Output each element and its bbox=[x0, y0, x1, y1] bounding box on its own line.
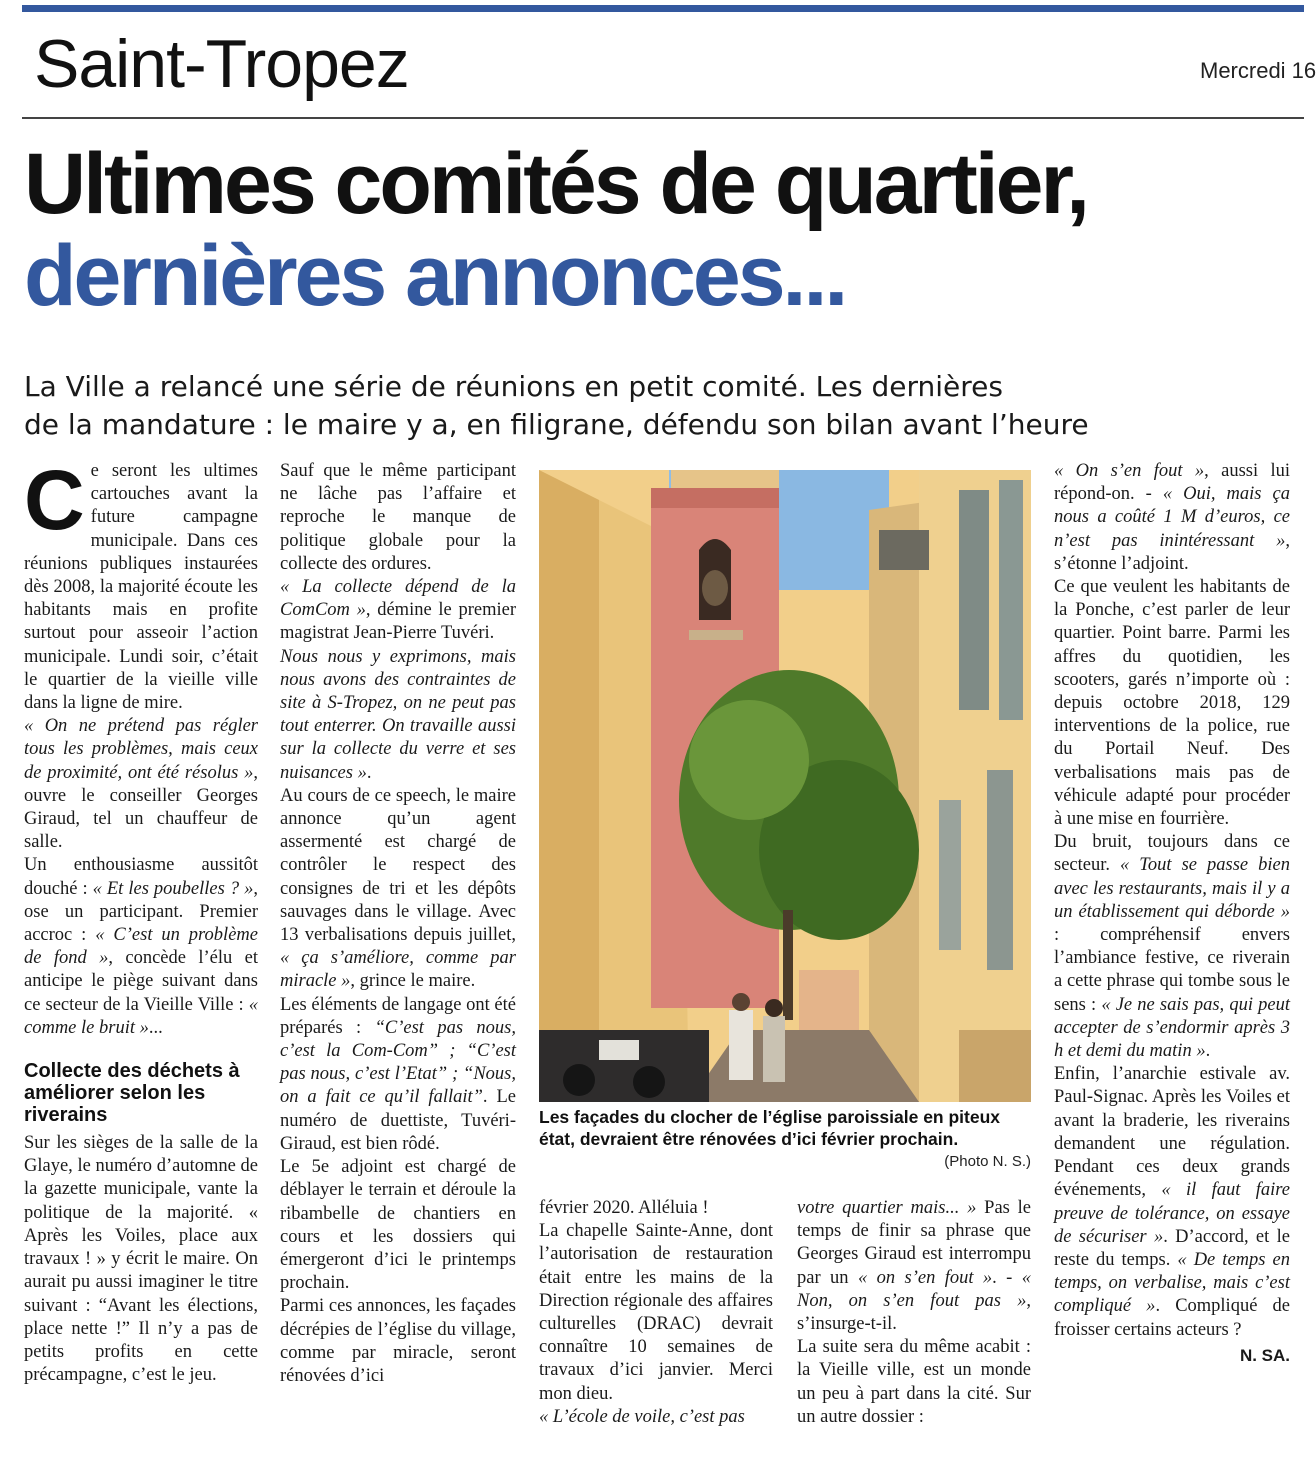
street-scene-illustration bbox=[539, 470, 1031, 1102]
author-signature: N. SA. bbox=[1239, 1345, 1290, 1365]
pedestrian-2 bbox=[763, 1016, 785, 1082]
paragraph: Nous nous y exprimons, mais nous avons des contraintes de site à S-Tropez, on ne peut pas tout enterrer. On travaille aussi sur la collecte du verre et ses nuisances ». bbox=[280, 646, 516, 783]
paragraph: février 2020. Alléluia ! bbox=[539, 1198, 709, 1218]
paragraph: Ce que veulent les habitants de la Ponche, c’est parler de leur quartier. Point barre. Parmi les affres du quotidien, les scooters, garés n’importe où : depuis octobre 2018, 129 interventions de la police, rue du Portail Neuf. Des verbalisations mais pas de véhicule adapté pour procéder à une mise en fourrière. bbox=[1054, 577, 1290, 830]
paragraph: « L’école de voile, c’est pas bbox=[539, 1406, 745, 1427]
tower-cornice bbox=[651, 488, 779, 508]
paragraph: « On ne prétend pas régler tous les problèmes, mais ceux de proximité, ont été résolus », ouvre le conseiller Georges Giraud, tel un chauffeur de salle. bbox=[24, 716, 258, 853]
lead-line-1: La Ville a relancé une série de réunions en petit comité. Les dernières bbox=[24, 370, 1003, 403]
church-bell-tower-photo bbox=[539, 470, 1031, 1102]
article-column-5 bbox=[1054, 460, 1290, 1367]
paragraph: Le 5e adjoint est chargé de déblayer le terrain et déroule la ribambelle de chantiers en cours et les dossiers qui émergeront d’ici le printemps prochain. bbox=[280, 1157, 516, 1294]
tree-trunk bbox=[783, 910, 793, 1020]
paragraph: votre quartier mais... » Pas le temps de finir sa phrase que Georges Giraud est interrompu par un « on s’en fout ». - « Non, on s’en fout pas », s’insurge-t-il. bbox=[797, 1198, 1031, 1335]
section-title: Saint-Tropez bbox=[34, 26, 409, 102]
paragraph: La suite sera du même acabit : la Vieille ville, est un monde un peu à part dans la cité. Sur un autre dossier : bbox=[797, 1337, 1031, 1427]
paragraph: Du bruit, toujours dans ce secteur. « Tout se passe bien avec les restaurants, mais il y a un établissement qui déborde » : compréhensif envers l’ambiance festive, ce riverain a cette phrase qui tombe sous le sens : « Je ne sais pas, qui peut accepter de s’endormir après 3 h et demi du matin ». bbox=[1054, 832, 1290, 1062]
paragraph: Au cours de ce speech, le maire annonce qu’un agent assermenté est chargé de contrôler le respect des consignes de tri et les dépôts sauvages dans le village. Avec 13 verbalisations depuis juillet, « ça s’améliore, comme par miracle », grince le maire. bbox=[280, 785, 516, 992]
paragraph: « La collecte dépend de la ComCom », démine le premier magistrat Jean-Pierre Tuvéri. bbox=[280, 577, 516, 644]
scooter-wheel-2 bbox=[633, 1066, 665, 1098]
headline bbox=[24, 138, 1304, 322]
photo-credit: (Photo N. S.) bbox=[944, 1153, 1031, 1170]
scooter-wheel-1 bbox=[563, 1064, 595, 1096]
balcony bbox=[879, 530, 929, 570]
pedestrian-1 bbox=[729, 1010, 753, 1080]
photo-caption: Les façades du clocher de l’église paroissiale en piteux état, devraient être rénovées d’ici février prochain. bbox=[539, 1107, 1001, 1149]
paragraph: Enfin, l’anarchie estivale av. Paul-Signac. Après les Voiles et avant la braderie, les riverains demandent une régulation. Pendant ces deux grands événements, « il faut faire preuve de tolérance, on essaye de sécuriser ». D’accord, et le reste du temps. « De temps en temps, on verbalise, mais c’est compliqué ». Compliqué de froisser certains acteurs ? bbox=[1054, 1064, 1290, 1340]
paragraph: « On s’en fout », aussi lui répond-on. - « Oui, mais ça nous a coûté 1 M d’euros, ce n’est pas inintéressant », s’étonne l’adjoint. bbox=[1054, 461, 1291, 574]
headline-line-2: dernières annonces... bbox=[24, 228, 846, 324]
article-column-4 bbox=[797, 1197, 1031, 1429]
alley-end-wall bbox=[799, 970, 859, 1030]
paragraph: Les éléments de langage ont été préparés : “C’est pas nous, c’est la Com-Com” ; “C’est pas nous, c’est l’Etat” ; “Nous, on a fait ce qu’il fallait”. Le numéro de duettiste, Tuvéri-Giraud, est bien rôdé. bbox=[280, 994, 516, 1154]
shutter-1 bbox=[959, 490, 989, 710]
subheading: Collecte des déchets à améliorer selon les riverains bbox=[24, 1060, 240, 1127]
drop-cap: C bbox=[24, 453, 85, 547]
paragraph: Parmi ces annonces, les façades décrépies de l’église du village, comme par miracle, seront rénovées d’ici bbox=[280, 1296, 516, 1386]
article-column-3 bbox=[539, 1197, 773, 1429]
pedestrian-1-head bbox=[732, 993, 750, 1011]
tower-sill bbox=[689, 630, 743, 640]
dateline: Mercredi 16 bbox=[1200, 58, 1316, 83]
paragraph: La chapelle Sainte-Anne, dont l’autorisation de restauration était entre les mains de la Direction régionale des affaires culturelles (DRAC) devrait connaître 10 semaines de travaux d’ici janvier. Merci mon dieu. bbox=[539, 1221, 773, 1404]
paragraph: Sauf que le même participant ne lâche pas l’affaire et reproche le manque de politique globale pour la collecte des ordures. bbox=[280, 461, 516, 574]
scooter-body bbox=[599, 1040, 639, 1060]
article-column-2 bbox=[280, 460, 516, 1388]
shutter-2 bbox=[999, 480, 1023, 720]
article-lead bbox=[24, 368, 1304, 444]
tower-top bbox=[671, 470, 779, 488]
header-rule bbox=[22, 117, 1304, 119]
shutter-4 bbox=[987, 770, 1013, 970]
paragraph: Ce seront les ultimes cartouches avant la future campagne municipale. Dans ces réunions publiques instaurées dès 2008, la majorité écoute les habitants mais en profite surtout pour asseoir l’action municipale. Lundi soir, c’était le quartier de la vieille ville dans la ligne de mire. bbox=[24, 453, 258, 714]
shutter-3 bbox=[939, 800, 961, 950]
right-doorway bbox=[959, 1030, 1031, 1102]
headline-line-1: Ultimes comités de quartier, bbox=[24, 136, 1088, 232]
top-color-bar bbox=[22, 5, 1304, 12]
tree-highlight bbox=[689, 700, 809, 820]
lead-line-2: de la mandature : le maire y a, en filigrane, défendu son bilan avant l’heure bbox=[24, 408, 1089, 441]
paragraph: Un enthousiasme aussitôt douché : « Et les poubelles ? », ose un participant. Premier accroc : « C’est un problème de fond », concède l’élu et anticipe le piège suivant dans ce secteur de la Vieille Ville : « comme le bruit »... bbox=[24, 855, 258, 1038]
pedestrian-2-head bbox=[765, 999, 783, 1017]
article-column-1 bbox=[24, 453, 258, 1387]
left-facade-shade bbox=[539, 470, 599, 1102]
paragraph: Sur les sièges de la salle de la Glaye, le numéro d’automne de la gazette municipale, vante la politique de la majorité. « Après les Voiles, place aux travaux ! » y écrit le maire. On aurait pu aussi imaginer le titre suivant : “Avant les élections, place nette !” Il n’y a pas de petits profits en cette précampagne, c’est le jeu. bbox=[24, 1133, 258, 1386]
bell bbox=[702, 570, 728, 606]
